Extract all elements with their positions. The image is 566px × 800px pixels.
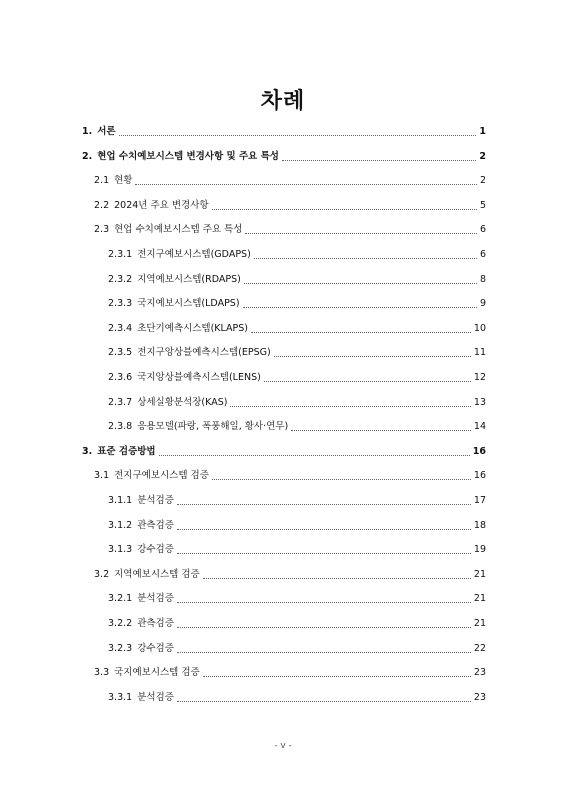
toc-entry-page: 16 bbox=[473, 470, 486, 482]
toc-entry-title: 국지앙상블예측시스템(LENS) bbox=[137, 372, 261, 383]
toc-entry-number: 3.2.1 bbox=[108, 593, 133, 605]
toc-entry-number: 2.3.3 bbox=[108, 298, 133, 310]
toc-dot-leader bbox=[264, 381, 471, 382]
toc-entry-page: 9 bbox=[479, 298, 486, 310]
toc-entry-page: 6 bbox=[479, 249, 486, 260]
toc-entry-page: 21 bbox=[473, 568, 486, 580]
toc-entry-page: 1 bbox=[479, 126, 486, 137]
toc-entry[interactable] bbox=[108, 494, 486, 508]
toc-entry-page: 11 bbox=[473, 347, 486, 359]
toc-entry-page: 12 bbox=[473, 372, 486, 383]
toc-dot-leader bbox=[245, 233, 476, 234]
toc-entry-page: 22 bbox=[473, 642, 486, 654]
toc-entry-page: 2 bbox=[479, 175, 486, 187]
toc-entry-page: 19 bbox=[473, 544, 486, 556]
toc-entry[interactable] bbox=[108, 519, 486, 533]
toc-dot-leader bbox=[212, 209, 477, 210]
toc-entry-number: 1. bbox=[82, 126, 93, 137]
toc-entry-title: 현업 수치예보시스템 변경사항 및 주요 특성 bbox=[97, 150, 279, 162]
toc-entry-page: 5 bbox=[479, 199, 486, 211]
toc-entry-page: 6 bbox=[479, 224, 486, 236]
toc-entry[interactable] bbox=[94, 469, 486, 483]
toc-entry[interactable] bbox=[108, 543, 486, 557]
toc-entry[interactable] bbox=[82, 125, 486, 139]
toc-entry[interactable] bbox=[108, 346, 486, 360]
toc-entry[interactable] bbox=[94, 174, 486, 188]
toc-dot-leader bbox=[244, 283, 477, 284]
toc-entry-title: 관측검증 bbox=[137, 618, 174, 629]
toc-entry[interactable] bbox=[108, 297, 486, 311]
toc-dot-leader bbox=[177, 529, 471, 530]
toc-entry-number: 3.1.2 bbox=[108, 519, 133, 531]
toc-entry-title: 전지구예보시스템(GDAPS) bbox=[137, 249, 251, 260]
toc-dot-leader bbox=[291, 430, 471, 431]
toc-entry-title: 전지구예보시스템 검증 bbox=[114, 470, 209, 482]
toc-dot-leader bbox=[230, 406, 470, 407]
toc-entry-number: 2.3.4 bbox=[108, 322, 133, 334]
toc-dot-leader bbox=[159, 455, 470, 456]
toc-entry[interactable] bbox=[108, 592, 486, 606]
toc-entry-title: 국지예보시스템 검증 bbox=[114, 667, 200, 679]
toc-entry-number: 3.3 bbox=[94, 667, 110, 679]
toc-entry-number: 3.1.1 bbox=[108, 495, 133, 506]
toc-dot-leader bbox=[243, 307, 477, 308]
toc-entry-number: 3.1 bbox=[94, 470, 110, 482]
toc-entry-title: 강수검증 bbox=[137, 544, 174, 556]
toc-dot-leader bbox=[177, 602, 471, 603]
toc-entry-number: 2.3.8 bbox=[108, 421, 133, 433]
toc-entry-title: 응용모델(파랑, 폭풍해일, 황사·연무) bbox=[137, 421, 289, 433]
toc-entry-page: 23 bbox=[473, 691, 486, 703]
toc-entry-number: 2.3.2 bbox=[108, 273, 133, 285]
toc-entry-title: 전지구앙상블예측시스템(EPSG) bbox=[137, 347, 271, 359]
toc-entry[interactable] bbox=[82, 445, 486, 459]
toc-entry-number: 2. bbox=[82, 150, 93, 162]
toc-entry-title: 분석검증 bbox=[137, 593, 174, 605]
toc-entry-title: 2024년 주요 변경사항 bbox=[114, 199, 209, 211]
toc-dot-leader bbox=[119, 135, 477, 136]
toc-entry[interactable] bbox=[94, 223, 486, 237]
toc-entry[interactable] bbox=[108, 396, 486, 410]
toc-entry-title: 분석검증 bbox=[137, 495, 174, 506]
toc-dot-leader bbox=[254, 258, 477, 259]
toc-entry-title: 관측검증 bbox=[137, 519, 174, 531]
toc-entry-page: 21 bbox=[473, 593, 486, 605]
toc-entry[interactable] bbox=[82, 150, 486, 164]
toc-dot-leader bbox=[177, 627, 471, 628]
toc-entry-number: 3.3.1 bbox=[108, 691, 133, 703]
toc-entry-number: 3. bbox=[82, 445, 93, 457]
toc-entry-page: 16 bbox=[472, 445, 486, 457]
toc-dot-leader bbox=[212, 479, 471, 480]
toc-entry-page: 17 bbox=[473, 495, 486, 506]
toc-entry[interactable] bbox=[94, 568, 486, 582]
toc-dot-leader bbox=[203, 676, 471, 677]
toc-entry-number: 2.3.6 bbox=[108, 372, 133, 383]
toc-entry[interactable] bbox=[108, 691, 486, 705]
toc-entry-number: 2.3 bbox=[94, 224, 110, 236]
toc-entry-page: 8 bbox=[479, 273, 486, 285]
toc-entry-title: 지역예보시스템 검증 bbox=[114, 568, 200, 580]
toc-dot-leader bbox=[135, 184, 476, 185]
toc-entry-page: 13 bbox=[473, 396, 486, 408]
toc-dot-leader bbox=[274, 356, 471, 357]
toc-entry[interactable] bbox=[108, 273, 486, 287]
toc-entry-title: 국지예보시스템(LDAPS) bbox=[137, 298, 240, 310]
toc-entry-page: 2 bbox=[479, 150, 486, 162]
toc-entry-title: 분석검증 bbox=[137, 691, 174, 703]
toc-entry[interactable] bbox=[94, 199, 486, 213]
toc-entry[interactable] bbox=[108, 420, 486, 434]
toc-entry-number: 2.3.7 bbox=[108, 396, 133, 408]
toc-dot-leader bbox=[282, 160, 476, 161]
toc-entry-number: 2.2 bbox=[94, 199, 110, 211]
toc-entry[interactable] bbox=[108, 617, 486, 631]
toc-entry-title: 강수검증 bbox=[137, 642, 174, 654]
toc-entry[interactable] bbox=[94, 666, 486, 680]
toc-entry-title: 상세실황분석장(KAS) bbox=[137, 396, 228, 408]
toc-dot-leader bbox=[177, 652, 471, 653]
toc-entry-title: 현업 수치예보시스템 주요 특성 bbox=[114, 224, 243, 236]
toc-entry-number: 2.3.1 bbox=[108, 249, 133, 260]
page-number-footer: - v - bbox=[274, 741, 292, 751]
toc-dot-leader bbox=[177, 701, 471, 702]
page-title: 차례 bbox=[260, 89, 306, 114]
toc-dot-leader bbox=[251, 332, 471, 333]
toc-entry-number: 2.1 bbox=[94, 175, 110, 187]
toc-entry-number: 2.3.5 bbox=[108, 347, 133, 359]
toc-entry-page: 14 bbox=[473, 421, 486, 433]
toc-entry-page: 18 bbox=[473, 519, 486, 531]
toc-entry[interactable] bbox=[108, 642, 486, 656]
toc-entry-page: 21 bbox=[473, 618, 486, 629]
toc-entry-number: 3.2 bbox=[94, 568, 110, 580]
toc-dot-leader bbox=[177, 553, 471, 554]
toc-entry-title: 표준 검증방법 bbox=[97, 445, 156, 457]
toc-entry-page: 23 bbox=[473, 667, 486, 679]
toc-dot-leader bbox=[177, 504, 471, 505]
toc-dot-leader bbox=[203, 578, 471, 579]
toc-entry[interactable] bbox=[108, 248, 486, 262]
toc-entry-title: 현황 bbox=[114, 175, 133, 187]
toc-entry-title: 서론 bbox=[97, 126, 116, 137]
toc-entry-title: 지역예보시스템(RDAPS) bbox=[137, 273, 241, 285]
toc-entry-number: 3.2.2 bbox=[108, 618, 133, 629]
toc-entry[interactable] bbox=[108, 371, 486, 385]
toc-entry-page: 10 bbox=[473, 322, 486, 334]
toc-entry[interactable] bbox=[108, 322, 486, 336]
toc-entry-title: 초단기예측시스템(KLAPS) bbox=[137, 322, 249, 334]
toc-entry-number: 3.1.3 bbox=[108, 544, 133, 556]
toc-entry-number: 3.2.3 bbox=[108, 642, 133, 654]
